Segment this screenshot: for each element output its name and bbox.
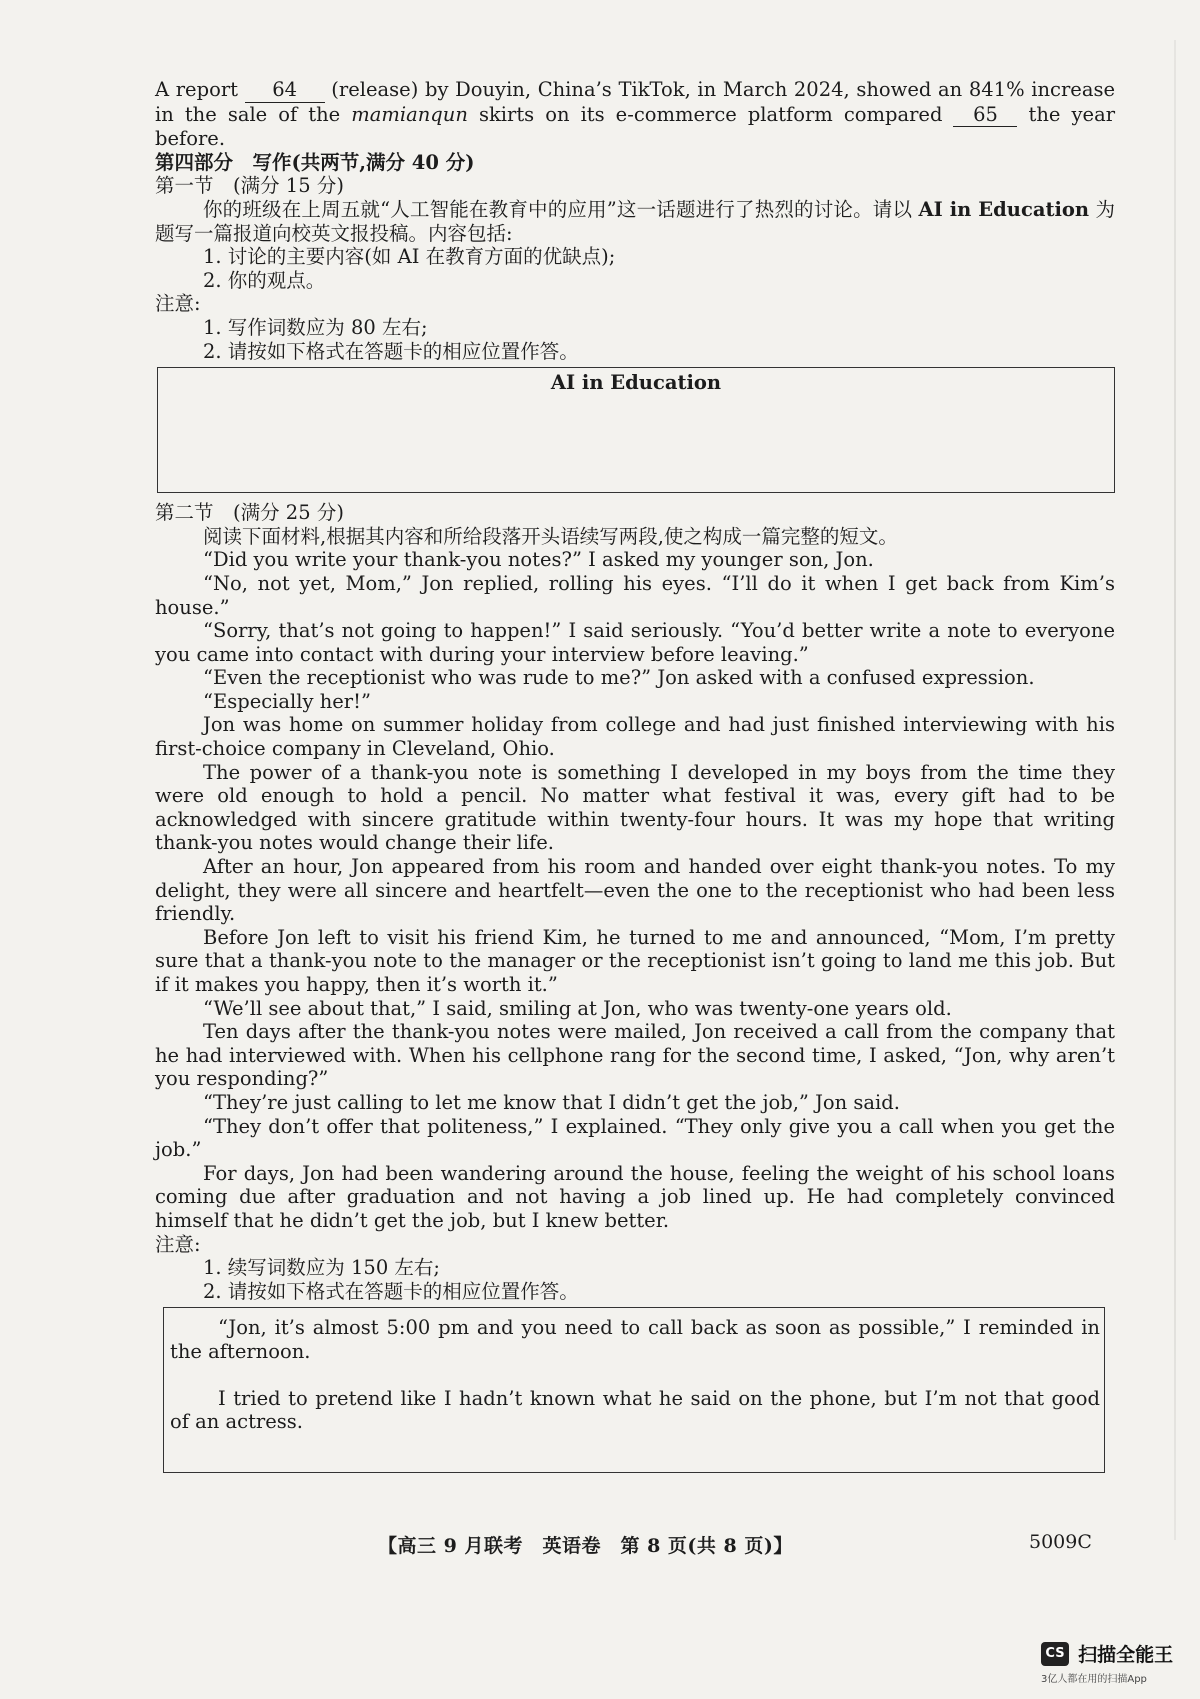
sec1-note-2: 2. 请按如下格式在答题卡的相应位置作答。 (203, 339, 579, 363)
scanner-watermark (1041, 1640, 1174, 1685)
story-paragraph: “They’re just calling to let me know that I didn’t get the job,” Jon said. (203, 1090, 900, 1114)
story-paragraph: “We’ll see about that,” I said, smiling at Jon, who was twenty-one years old. (203, 996, 952, 1020)
sec2-title: 第二节 (满分 25 分) (155, 501, 344, 525)
blank-64: 64 (245, 78, 325, 103)
page-footer: 【高三 9 月联考 英语卷 第 8 页(共 8 页)】 (378, 1535, 793, 1557)
task-tail-paragraph: A report 64 (release) by Douyin, China’s TikTok, in March 2024, showed an 841% increase in the sale of the mamianqun skirts on its e-commerce platform compared 65 the year before. (155, 78, 1116, 151)
sec2-note-label: 注意: (155, 1232, 201, 1256)
page-content (155, 78, 1115, 1473)
opener-paragraph-1: “Jon, it’s almost 5:00 pm and you need to call back as soon as possible,” I reminded in the afternoon. (170, 1316, 1100, 1363)
sec2-note-1: 1. 续写词数应为 150 左右; (203, 1256, 440, 1280)
sec2-note-2: 2. 请按如下格式在答题卡的相应位置作答。 (203, 1279, 579, 1303)
exam-code: 5009C (1029, 1531, 1092, 1553)
sec1-title: 第一节 (满分 15 分) (155, 174, 344, 198)
scan-edge-shadow (1174, 40, 1176, 1540)
watermark-name: 扫描全能王 (1078, 1644, 1174, 1666)
sec2-prompt: 阅读下面材料,根据其内容和所给段落开头语续写两段,使之构成一篇完整的短文。 (203, 524, 898, 548)
story-paragraph: For days, Jon had been wandering around the house, feeling the weight of his school loans coming due after graduation and not having a job lined up. He had completely convinced himself that he didn’t get the job, but I knew better. (155, 1161, 1115, 1232)
sec1-note-label: 注意: (155, 292, 201, 316)
story-paragraph: “Even the receptionist who was rude to me?” Jon asked with a confused expression. (203, 666, 1035, 690)
story-paragraph: “Did you write your thank-you notes?” I asked my younger son, Jon. (203, 548, 874, 572)
story-paragraph: Ten days after the thank-you notes were mailed, Jon received a call from the company that he had interviewed with. When his cellphone rang for the second time, I asked, “Jon, why aren’t you responding?” (155, 1020, 1115, 1091)
story-paragraph: The power of a thank-you note is something I developed in my boys from the time they were old enough to hold a pencil. No matter what festival it was, every gift had to be acknowledged with sincere gratitude within twenty-four hours. It was my hope that writing thank-you notes would change their life. (155, 760, 1115, 855)
opener-paragraph-2: I tried to pretend like I hadn’t known what he said on the phone, but I’m not that good of an actress. (170, 1386, 1100, 1434)
sec1-item-2: 2. 你的观点。 (203, 268, 326, 292)
story-paragraph: “No, not yet, Mom,” Jon replied, rolling his eyes. “I’ll do it when I get back from Kim’s house.” (155, 571, 1115, 619)
sec1-note-1: 1. 写作词数应为 80 左右; (203, 315, 428, 339)
continuation-answer-box (163, 1307, 1105, 1473)
blank-65: 65 (953, 103, 1017, 128)
watermark-tagline: 3亿人都在用的扫描App (1041, 1674, 1147, 1685)
story-paragraph: Jon was home on summer holiday from college and had just finished interviewing with his first-choice company in Cleveland, Ohio. (155, 713, 1115, 761)
story-paragraph: After an hour, Jon appeared from his room and handed over eight thank-you notes. To my delight, they were all sincere and heartfelt—even the one to the receptionist who had been less friendly. (155, 855, 1115, 926)
story-paragraph: “They don’t offer that politeness,” I explained. “They only give you a call when you get the job.” (155, 1114, 1115, 1162)
sec1-prompt: 你的班级在上周五就“人工智能在教育中的应用”这一话题进行了热烈的讨论。请以 AI in Education 为题写一篇报道向校英文报投稿。内容包括: (155, 197, 1115, 245)
sec1-item-1: 1. 讨论的主要内容(如 AI 在教育方面的优缺点); (203, 245, 616, 269)
story-paragraph: Before Jon left to visit his friend Kim, he turned to me and announced, “Mom, I’m pretty sure that a thank-you note to the manager or the receptionist isn’t going to land me this job. But if it makes you happy, then it’s worth it.” (155, 925, 1115, 996)
answer-box-title: AI in Education (550, 371, 722, 395)
story-paragraph: “Sorry, that’s not going to happen!” I said seriously. “You’d better write a note to everyone you came into contact with during your interview before leaving.” (155, 619, 1115, 666)
answer-box-ai-in-education (157, 367, 1115, 493)
part4-heading: 第四部分 写作(共两节,满分 40 分) (155, 150, 475, 174)
story-paragraph: “Especially her!” (203, 689, 371, 713)
camscanner-logo-icon: CS (1041, 1642, 1069, 1666)
